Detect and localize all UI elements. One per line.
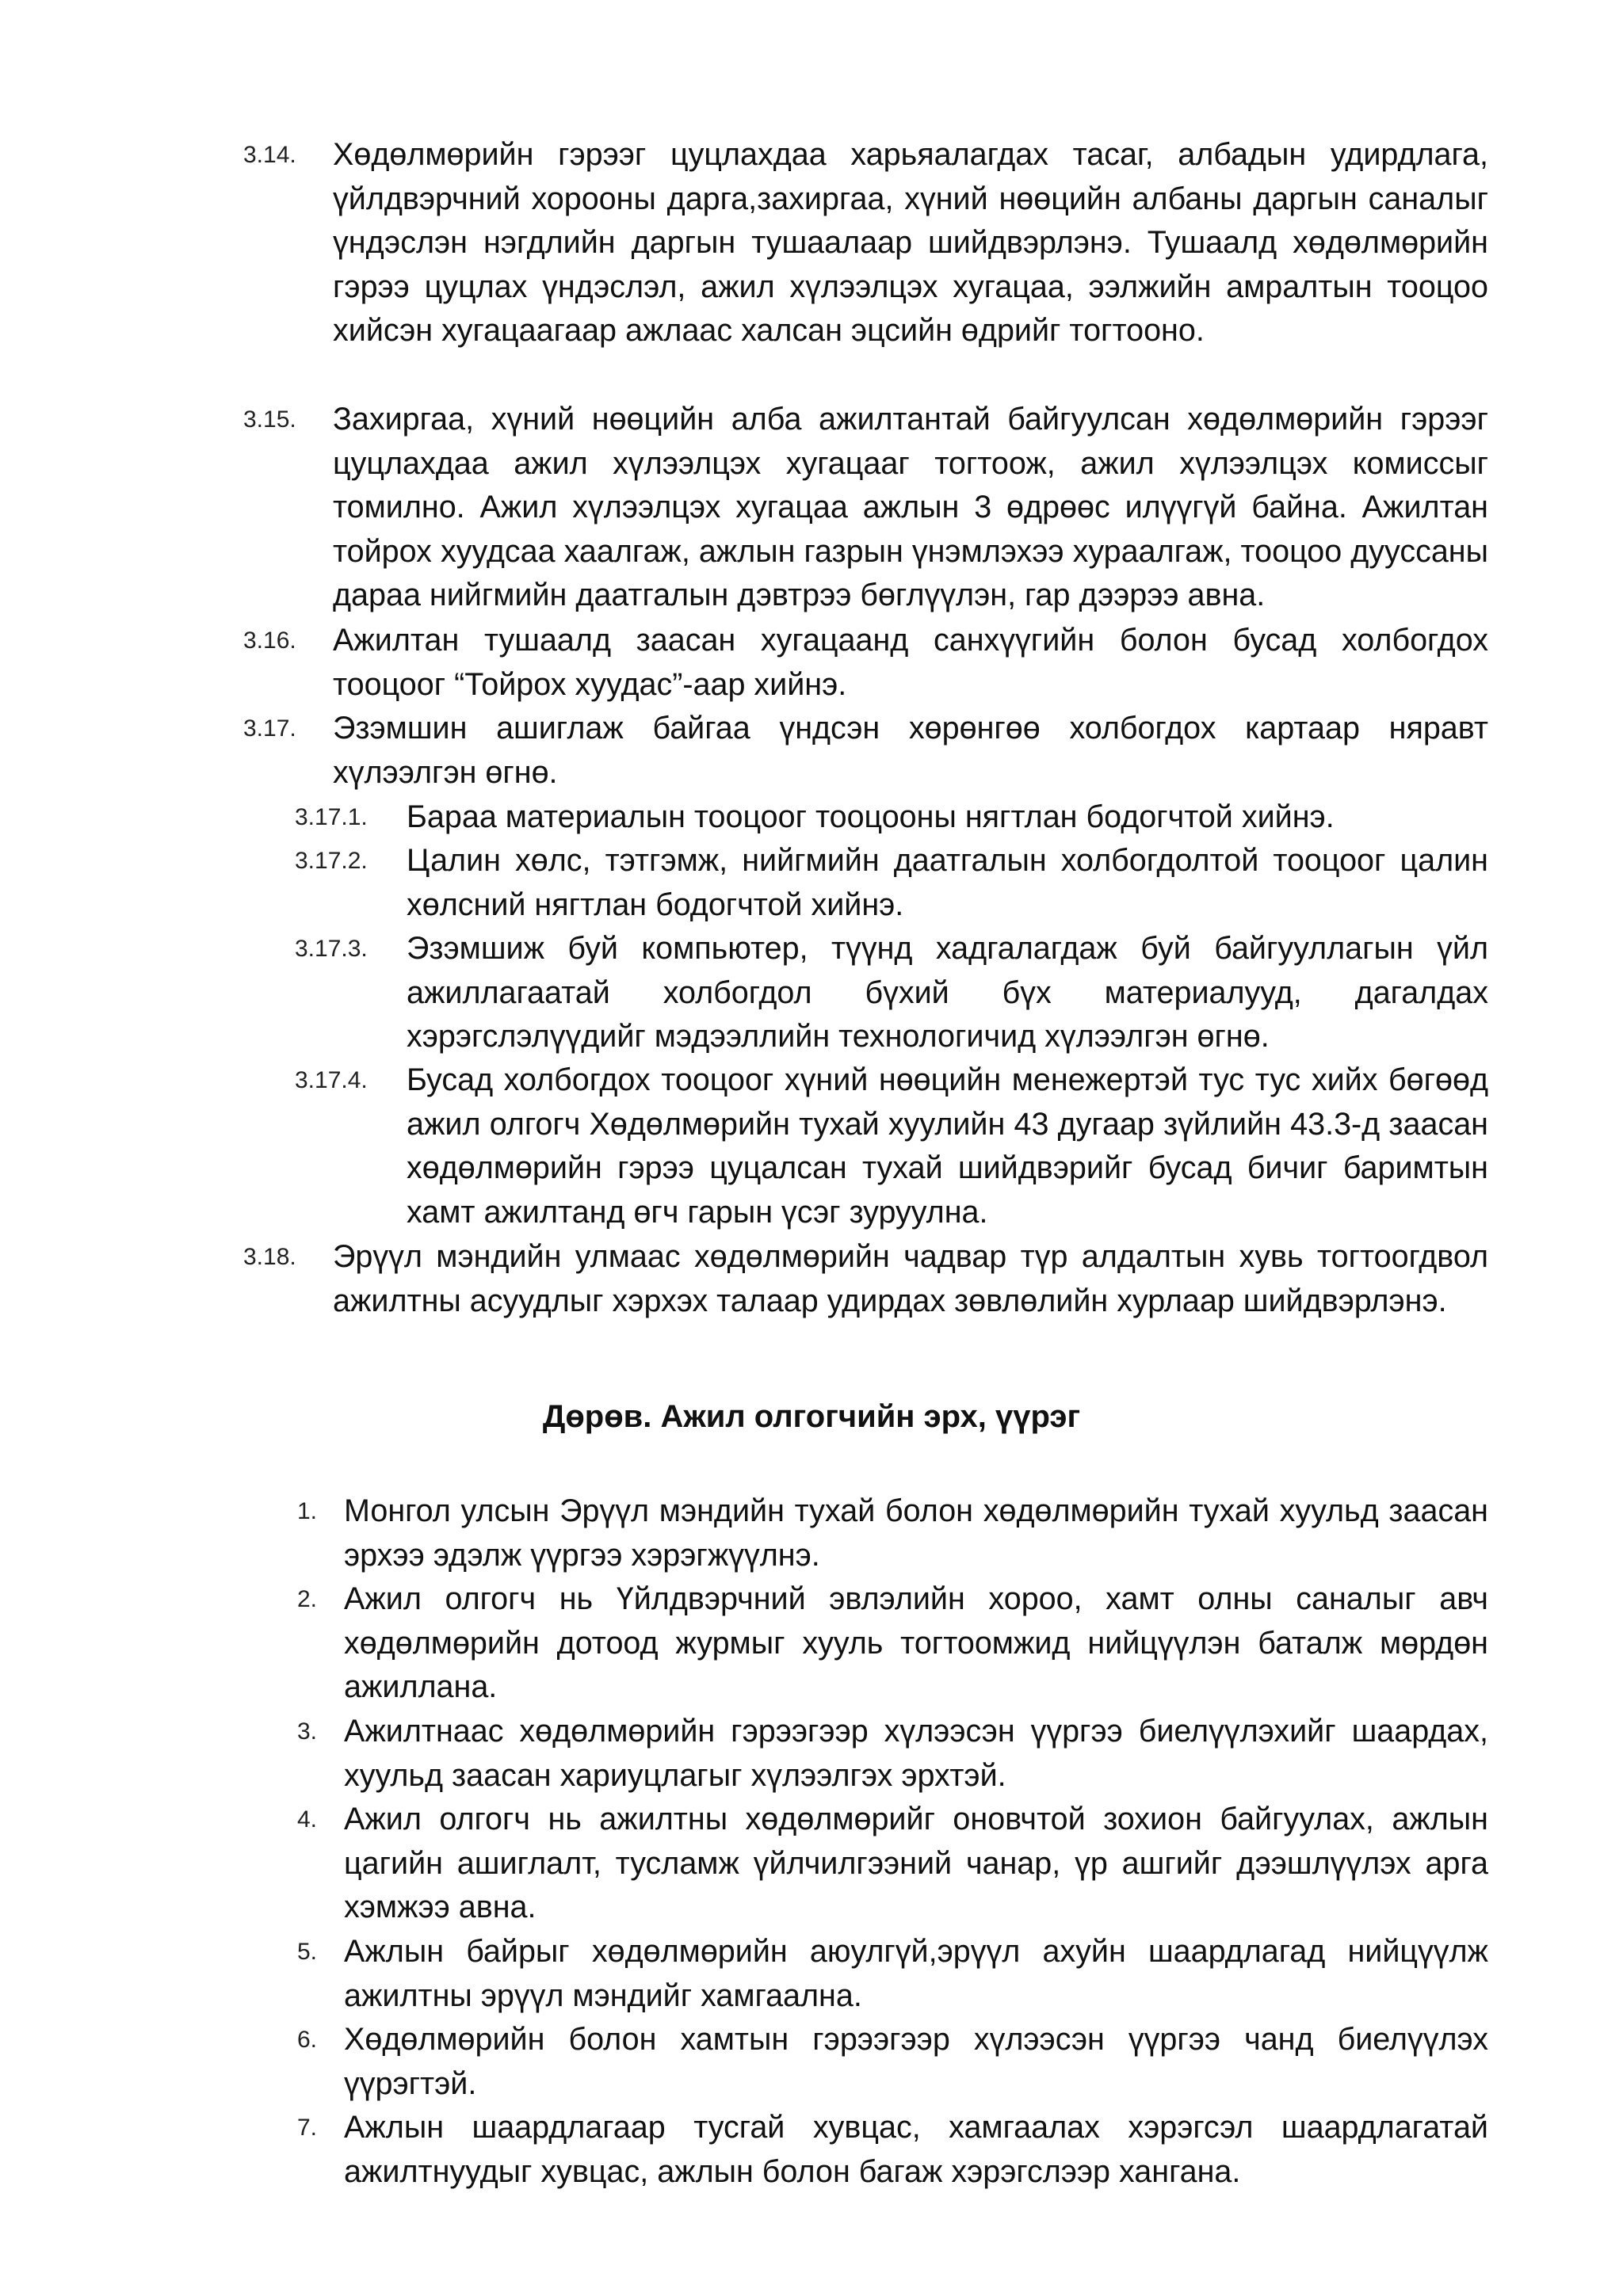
subitem-text: Бараа материалын тооцоог тооцооны нягтлан бодогчтой хийнэ. xyxy=(407,799,1335,834)
subitem-number: 3.17.3. xyxy=(295,936,368,962)
list-item-text: Ажилтнаас хөдөлмөрийн гэрээгээр хүлээсэн үүргээ биелүүлэхийг шаардах, хуульд заасан хариуцлагыг хүлээлгэх эрхтэй. xyxy=(344,1714,1488,1793)
item-text: Эзэмшин ашиглаж байгаа үндсэн хөрөнгөө холбогдох картаар няравт хүлээлгэн өгнө. xyxy=(333,711,1488,790)
item-text: Хөдөлмөрийн гэрээг цуцлахдаа харьяалагдах тасаг, албадын удирдлага, үйлдвэрчний хорооны дарга,захиргаа, хүний нөөцийн албаны даргын саналыг үндэслэн нэгдлийн даргын тушаалаар шийдвэрлэнэ. Тушаалд хөдөлмөрийн гэрээ цуцлах үндэслэл, ажил хүлээлцэх хугацаа, ээлжийн амралтын тооцоо хийсэн хугацаагаар ажлаас халсан эцсийн өдрийг тогтооно. xyxy=(333,137,1488,349)
list-item-number: 2. xyxy=(297,1586,318,1612)
list-item-text: Ажлын байрыг хөдөлмөрийн аюулгүй,эрүүл ахуйн шаардлагад нийцүүлж ажилтны эрүүл мэндийг хамгаална. xyxy=(344,1934,1488,2013)
list-item-number: 1. xyxy=(297,1498,318,1524)
item-text: Захиргаа, хүний нөөцийн алба ажилтантай байгуулсан хөдөлмөрийн гэрээг цуцлахдаа ажил хүлээлцэх хугацааг тогтоож, ажил хүлээлцэх комиссыг томилно. Ажил хүлээлцэх хугацаа ажлын 3 өдрөөс илүүгүй байна. Ажилтан тойрох хуудсаа хаалгаж, ажлын газрын үнэмлэхээ хураалгаж, тооцоо дууссаны дараа нийгмийн даатгалын дэвтрээ бөглүүлэн, гар дээрээ авна. xyxy=(333,402,1488,613)
list-item-number: 3. xyxy=(297,1718,318,1745)
subitem-text: Цалин хөлс, тэтгэмж, нийгмийн даатгалын холбогдолтой тооцоог цалин хөлсний нягтлан бодогчтой хийнэ. xyxy=(407,843,1488,922)
item-text: Ажилтан тушаалд заасан хугацаанд санхүүгийн болон бусад холбогдох тооцоог “Тойрох хуудас”-аар хийнэ. xyxy=(333,623,1488,702)
item-number: 3.14. xyxy=(243,142,296,168)
item-number: 3.18. xyxy=(243,1244,296,1270)
subitem-number: 3.17.1. xyxy=(295,804,368,830)
list-item-text: Ажил олгогч нь Үйлдвэрчний эвлэлийн хороо, хамт олны саналыг авч хөдөлмөрийн дотоод журмыг хууль тогтоомжид нийцүүлэн баталж мөрдөн ажиллана. xyxy=(344,1581,1488,1705)
list-item-text: Ажлын шаардлагаар тусгай хувцас, хамгаалах хэрэгсэл шаардлагатай ажилтнуудыг хувцас, ажлын болон багаж хэрэгслээр хангана. xyxy=(344,2110,1488,2189)
list-item-number: 5. xyxy=(297,1939,318,1965)
list-item-text: Монгол улсын Эрүүл мэндийн тухай болон хөдөлмөрийн тухай хуульд заасан эрхээ эдэлж үүргээ хэрэгжүүлнэ. xyxy=(344,1493,1488,1573)
list-item-text: Хөдөлмөрийн болон хамтын гэрээгээр хүлээсэн үүргээ чанд биелүүлэх үүрэгтэй. xyxy=(344,2022,1488,2101)
list-item-number: 6. xyxy=(297,2027,318,2053)
section-heading: Дөрөв. Ажил олгогчийн эрх, үүрэг xyxy=(542,1399,1081,1434)
item-number: 3.15. xyxy=(243,406,296,433)
item-text: Эрүүл мэндийн улмаас хөдөлмөрийн чадвар түр алдалтын хувь тогтоогдвол ажилтны асуудлыг хэрхэх талаар удирдах зөвлөлийн хурлаар шийдвэрлэнэ. xyxy=(333,1239,1488,1318)
list-item-number: 7. xyxy=(297,2115,318,2141)
subitem-text: Эзэмшиж буй компьютер, түүнд хадгалагдаж буй байгууллагын үйл ажиллагаатай холбогдол бүхий бүх материалууд, дагалдах хэрэгслэлүүдийг мэдээллийн технологичид хүлээлгэн өгнө. xyxy=(407,931,1488,1055)
subitem-text: Бусад холбогдох тооцоог хүний нөөцийн менежертэй тус тус хийх бөгөөд ажил олгогч Хөдөлмөрийн тухай хуулийн 43 дугаар зүйлийн 43.3-д заасан хөдөлмөрийн гэрээ цуцалсан тухай шийдвэрийг бусад бичиг баримтын хамт ажилтанд өгч гарын үсэг зуруулна. xyxy=(407,1062,1488,1230)
list-item-text: Ажил олгогч нь ажилтны хөдөлмөрийг оновчтой зохион байгуулах, ажлын цагийн ашиглалт, тусламж үйлчилгээний чанар, үр ашгийг дээшлүүлэх арга хэмжээ авна. xyxy=(344,1802,1488,1925)
item-number: 3.17. xyxy=(243,715,296,742)
subitem-number: 3.17.4. xyxy=(295,1067,368,1093)
item-number: 3.16. xyxy=(243,627,296,654)
list-item-number: 4. xyxy=(297,1806,318,1833)
subitem-number: 3.17.2. xyxy=(295,848,368,874)
